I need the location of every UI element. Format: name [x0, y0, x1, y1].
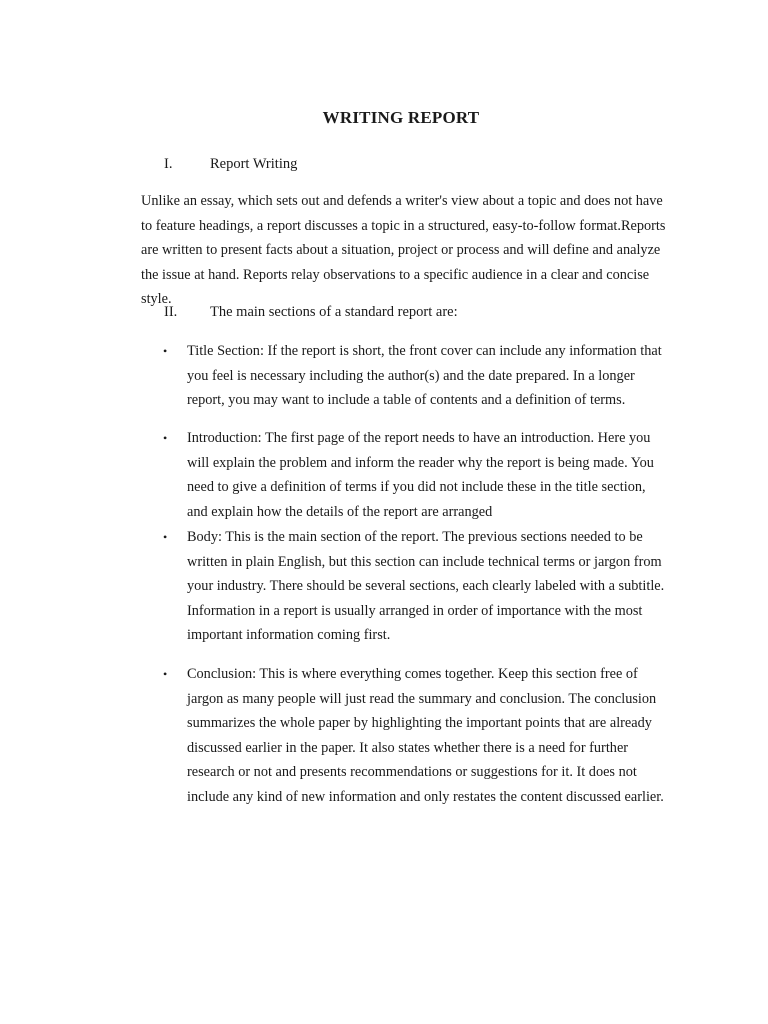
bullet-icon: • [163, 344, 168, 358]
list-item-text: Title Section: If the report is short, the front cover can include any information that you feel is necessary including the author(s) and the date prepared. In a longer report, you may want to include a table of contents and a definition of terms. [187, 343, 662, 409]
section-title: The main sections of a standard report are: [210, 304, 458, 320]
list-item-introduction [163, 426, 668, 524]
section-title: Report Writing [210, 156, 298, 172]
section-heading-main-sections [164, 300, 458, 324]
list-item-text: Conclusion: This is where everything comes together. Keep this section free of jargon as many people will just read the summary and conclusion. The conclusion summarizes the whole paper by highlighting the important points that are already discussed earlier in the paper. It also states whether there is a need for further research or not and presents recommendations or suggestions for it. It does not include any kind of new information and only restates the content discussed earlier. [187, 666, 664, 805]
bullet-icon: • [163, 431, 168, 445]
bullet-icon: • [163, 667, 168, 681]
document-title: WRITING REPORT [322, 108, 480, 127]
section-number: II. [164, 304, 178, 320]
list-item-text: Introduction: The first page of the report needs to have an introduction. Here you will explain the problem and inform the reader why the report is being made. You need to give a definition of terms if you did not include these in the title section, and explain how the details of the report are arranged [187, 430, 654, 520]
intro-paragraph: Unlike an essay, which sets out and defends a writer's view about a topic and does not have to feature headings, a report discusses a topic in a structured, easy-to-follow format.Reports are written to present facts about a situation, project or process and will define and analyze the issue at hand. Reports relay observations to a specific audience in a clear and concise style. [141, 193, 666, 308]
list-item-body [163, 525, 668, 648]
bullet-icon: • [163, 530, 168, 544]
list-item-conclusion [163, 662, 668, 810]
list-item-text: Body: This is the main section of the report. The previous sections needed to be written in plain English, but this section can include technical terms or jargon from your industry. There should be several sections, each clearly labeled with a subtitle. Information in a report is usually arranged in order of importance with the most important information coming first. [187, 529, 665, 644]
section-number: I. [164, 156, 173, 172]
list-item-title-section [163, 339, 668, 413]
section-heading-report-writing [164, 152, 297, 176]
